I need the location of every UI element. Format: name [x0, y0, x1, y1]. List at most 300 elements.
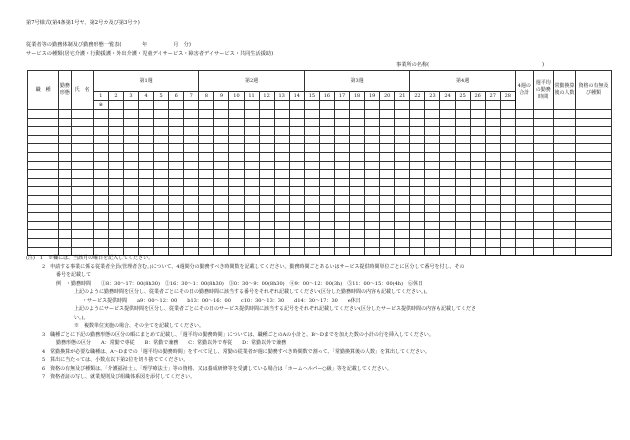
- entry-cell[interactable]: [28, 187, 59, 196]
- entry-cell[interactable]: [244, 238, 259, 247]
- entry-cell[interactable]: [485, 221, 500, 230]
- entry-cell[interactable]: [440, 230, 455, 239]
- entry-cell[interactable]: [334, 178, 349, 187]
- entry-cell[interactable]: [199, 127, 214, 136]
- entry-cell[interactable]: [500, 178, 515, 187]
- entry-cell[interactable]: [304, 178, 319, 187]
- entry-cell[interactable]: [485, 127, 500, 136]
- entry-cell[interactable]: [244, 230, 259, 239]
- entry-cell[interactable]: [515, 238, 533, 247]
- entry-cell[interactable]: [108, 238, 123, 247]
- entry-cell[interactable]: [334, 170, 349, 179]
- entry-cell[interactable]: [515, 195, 533, 204]
- entry-cell[interactable]: [154, 187, 169, 196]
- entry-cell[interactable]: [440, 178, 455, 187]
- entry-cell[interactable]: [108, 195, 123, 204]
- entry-cell[interactable]: [169, 178, 184, 187]
- entry-cell[interactable]: [59, 135, 71, 144]
- entry-cell[interactable]: [576, 187, 612, 196]
- entry-cell[interactable]: [93, 230, 108, 239]
- entry-cell[interactable]: [59, 152, 71, 161]
- entry-cell[interactable]: [485, 118, 500, 127]
- entry-cell[interactable]: [470, 187, 485, 196]
- entry-cell[interactable]: [553, 144, 575, 153]
- weekday-cell-28[interactable]: [500, 101, 515, 110]
- entry-cell[interactable]: [533, 195, 553, 204]
- entry-cell[interactable]: [244, 161, 259, 170]
- entry-cell[interactable]: [455, 204, 470, 213]
- entry-cell[interactable]: [169, 144, 184, 153]
- entry-cell[interactable]: [214, 238, 229, 247]
- entry-cell[interactable]: [515, 127, 533, 136]
- entry-cell[interactable]: [553, 118, 575, 127]
- entry-cell[interactable]: [485, 161, 500, 170]
- entry-cell[interactable]: [319, 221, 334, 230]
- entry-cell[interactable]: [108, 213, 123, 222]
- entry-cell[interactable]: [28, 118, 59, 127]
- entry-cell[interactable]: [259, 127, 274, 136]
- entry-cell[interactable]: [533, 118, 553, 127]
- entry-cell[interactable]: [440, 152, 455, 161]
- entry-cell[interactable]: [410, 135, 425, 144]
- entry-cell[interactable]: [59, 238, 71, 247]
- entry-cell[interactable]: [576, 204, 612, 213]
- weekday-cell-7[interactable]: [184, 101, 199, 110]
- entry-cell[interactable]: [304, 170, 319, 179]
- entry-cell[interactable]: [515, 187, 533, 196]
- entry-cell[interactable]: [199, 170, 214, 179]
- entry-cell[interactable]: [470, 127, 485, 136]
- entry-cell[interactable]: [229, 230, 244, 239]
- entry-cell[interactable]: [410, 127, 425, 136]
- entry-cell[interactable]: [289, 144, 304, 153]
- entry-cell[interactable]: [93, 195, 108, 204]
- entry-cell[interactable]: [576, 170, 612, 179]
- entry-cell[interactable]: [139, 230, 154, 239]
- entry-cell[interactable]: [123, 144, 138, 153]
- entry-cell[interactable]: [380, 110, 395, 119]
- entry-cell[interactable]: [440, 213, 455, 222]
- entry-cell[interactable]: [515, 170, 533, 179]
- entry-cell[interactable]: [229, 152, 244, 161]
- entry-cell[interactable]: [71, 144, 93, 153]
- entry-cell[interactable]: [289, 213, 304, 222]
- entry-cell[interactable]: [71, 178, 93, 187]
- entry-cell[interactable]: [440, 127, 455, 136]
- entry-cell[interactable]: [470, 170, 485, 179]
- entry-cell[interactable]: [139, 118, 154, 127]
- entry-cell[interactable]: [515, 152, 533, 161]
- entry-cell[interactable]: [93, 161, 108, 170]
- entry-cell[interactable]: [184, 135, 199, 144]
- entry-cell[interactable]: [485, 238, 500, 247]
- entry-cell[interactable]: [425, 161, 440, 170]
- entry-cell[interactable]: [229, 170, 244, 179]
- entry-cell[interactable]: [123, 170, 138, 179]
- entry-cell[interactable]: [71, 110, 93, 119]
- entry-cell[interactable]: [350, 144, 365, 153]
- weekday-cell-15[interactable]: [304, 101, 319, 110]
- entry-cell[interactable]: [500, 135, 515, 144]
- entry-cell[interactable]: [108, 221, 123, 230]
- entry-cell[interactable]: [553, 195, 575, 204]
- entry-cell[interactable]: [365, 135, 380, 144]
- entry-cell[interactable]: [169, 110, 184, 119]
- entry-cell[interactable]: [289, 195, 304, 204]
- entry-cell[interactable]: [500, 170, 515, 179]
- entry-cell[interactable]: [169, 238, 184, 247]
- entry-cell[interactable]: [533, 127, 553, 136]
- entry-cell[interactable]: [425, 221, 440, 230]
- entry-cell[interactable]: [533, 230, 553, 239]
- weekday-cell-8[interactable]: [199, 101, 214, 110]
- entry-cell[interactable]: [214, 230, 229, 239]
- entry-cell[interactable]: [425, 213, 440, 222]
- entry-cell[interactable]: [214, 213, 229, 222]
- entry-cell[interactable]: [485, 170, 500, 179]
- entry-cell[interactable]: [184, 144, 199, 153]
- entry-cell[interactable]: [319, 135, 334, 144]
- entry-cell[interactable]: [59, 195, 71, 204]
- entry-cell[interactable]: [28, 204, 59, 213]
- entry-cell[interactable]: [274, 135, 289, 144]
- entry-cell[interactable]: [395, 110, 410, 119]
- entry-cell[interactable]: [304, 110, 319, 119]
- entry-cell[interactable]: [199, 187, 214, 196]
- entry-cell[interactable]: [500, 195, 515, 204]
- entry-cell[interactable]: [350, 195, 365, 204]
- entry-cell[interactable]: [515, 178, 533, 187]
- entry-cell[interactable]: [470, 152, 485, 161]
- entry-cell[interactable]: [289, 127, 304, 136]
- entry-cell[interactable]: [515, 118, 533, 127]
- entry-cell[interactable]: [184, 127, 199, 136]
- entry-cell[interactable]: [500, 238, 515, 247]
- entry-cell[interactable]: [553, 204, 575, 213]
- entry-cell[interactable]: [184, 152, 199, 161]
- entry-cell[interactable]: [515, 135, 533, 144]
- entry-cell[interactable]: [93, 152, 108, 161]
- entry-cell[interactable]: [319, 144, 334, 153]
- entry-cell[interactable]: [350, 152, 365, 161]
- entry-cell[interactable]: [455, 213, 470, 222]
- entry-cell[interactable]: [410, 204, 425, 213]
- entry-cell[interactable]: [28, 127, 59, 136]
- entry-cell[interactable]: [274, 238, 289, 247]
- entry-cell[interactable]: [199, 204, 214, 213]
- entry-cell[interactable]: [139, 127, 154, 136]
- entry-cell[interactable]: [229, 144, 244, 153]
- entry-cell[interactable]: [154, 230, 169, 239]
- entry-cell[interactable]: [154, 110, 169, 119]
- entry-cell[interactable]: [28, 195, 59, 204]
- entry-cell[interactable]: [259, 195, 274, 204]
- entry-cell[interactable]: [229, 204, 244, 213]
- weekday-cell-3[interactable]: [123, 101, 138, 110]
- entry-cell[interactable]: [395, 118, 410, 127]
- entry-cell[interactable]: [108, 135, 123, 144]
- entry-cell[interactable]: [28, 161, 59, 170]
- entry-cell[interactable]: [184, 110, 199, 119]
- entry-cell[interactable]: [199, 135, 214, 144]
- entry-cell[interactable]: [274, 230, 289, 239]
- entry-cell[interactable]: [59, 144, 71, 153]
- entry-cell[interactable]: [455, 135, 470, 144]
- entry-cell[interactable]: [184, 221, 199, 230]
- entry-cell[interactable]: [214, 161, 229, 170]
- entry-cell[interactable]: [425, 178, 440, 187]
- entry-cell[interactable]: [500, 152, 515, 161]
- entry-cell[interactable]: [139, 178, 154, 187]
- weekday-cell-13[interactable]: [274, 101, 289, 110]
- entry-cell[interactable]: [485, 178, 500, 187]
- entry-cell[interactable]: [108, 161, 123, 170]
- weekday-cell-9[interactable]: [214, 101, 229, 110]
- entry-cell[interactable]: [470, 221, 485, 230]
- entry-cell[interactable]: [576, 195, 612, 204]
- entry-cell[interactable]: [59, 213, 71, 222]
- entry-cell[interactable]: [553, 230, 575, 239]
- entry-cell[interactable]: [425, 118, 440, 127]
- entry-cell[interactable]: [123, 204, 138, 213]
- entry-cell[interactable]: [515, 221, 533, 230]
- entry-cell[interactable]: [515, 144, 533, 153]
- entry-cell[interactable]: [123, 195, 138, 204]
- entry-cell[interactable]: [365, 238, 380, 247]
- entry-cell[interactable]: [350, 110, 365, 119]
- entry-cell[interactable]: [244, 221, 259, 230]
- entry-cell[interactable]: [455, 118, 470, 127]
- entry-cell[interactable]: [410, 178, 425, 187]
- weekday-cell-17[interactable]: [334, 101, 349, 110]
- entry-cell[interactable]: [455, 110, 470, 119]
- entry-cell[interactable]: [184, 238, 199, 247]
- entry-cell[interactable]: [244, 170, 259, 179]
- entry-cell[interactable]: [108, 118, 123, 127]
- entry-cell[interactable]: [28, 230, 59, 239]
- entry-cell[interactable]: [123, 187, 138, 196]
- entry-cell[interactable]: [274, 118, 289, 127]
- entry-cell[interactable]: [455, 144, 470, 153]
- entry-cell[interactable]: [59, 118, 71, 127]
- entry-cell[interactable]: [350, 187, 365, 196]
- entry-cell[interactable]: [395, 170, 410, 179]
- entry-cell[interactable]: [274, 144, 289, 153]
- weekday-cell-22[interactable]: [410, 101, 425, 110]
- entry-cell[interactable]: [214, 152, 229, 161]
- entry-cell[interactable]: [485, 152, 500, 161]
- entry-cell[interactable]: [304, 144, 319, 153]
- entry-cell[interactable]: [334, 221, 349, 230]
- entry-cell[interactable]: [425, 187, 440, 196]
- entry-cell[interactable]: [108, 230, 123, 239]
- entry-cell[interactable]: [289, 161, 304, 170]
- entry-cell[interactable]: [123, 161, 138, 170]
- entry-cell[interactable]: [395, 204, 410, 213]
- entry-cell[interactable]: [380, 118, 395, 127]
- entry-cell[interactable]: [259, 170, 274, 179]
- entry-cell[interactable]: [289, 230, 304, 239]
- entry-cell[interactable]: [350, 135, 365, 144]
- entry-cell[interactable]: [365, 178, 380, 187]
- entry-cell[interactable]: [334, 213, 349, 222]
- entry-cell[interactable]: [274, 178, 289, 187]
- entry-cell[interactable]: [395, 221, 410, 230]
- entry-cell[interactable]: [533, 144, 553, 153]
- entry-cell[interactable]: [304, 118, 319, 127]
- entry-cell[interactable]: [274, 204, 289, 213]
- entry-cell[interactable]: [533, 110, 553, 119]
- entry-cell[interactable]: [455, 127, 470, 136]
- entry-cell[interactable]: [440, 170, 455, 179]
- entry-cell[interactable]: [108, 170, 123, 179]
- entry-cell[interactable]: [319, 110, 334, 119]
- entry-cell[interactable]: [365, 127, 380, 136]
- entry-cell[interactable]: [304, 213, 319, 222]
- entry-cell[interactable]: [108, 178, 123, 187]
- entry-cell[interactable]: [334, 144, 349, 153]
- entry-cell[interactable]: [553, 161, 575, 170]
- entry-cell[interactable]: [59, 110, 71, 119]
- entry-cell[interactable]: [169, 152, 184, 161]
- entry-cell[interactable]: [28, 221, 59, 230]
- entry-cell[interactable]: [169, 213, 184, 222]
- entry-cell[interactable]: [395, 213, 410, 222]
- weekday-cell-2[interactable]: [108, 101, 123, 110]
- entry-cell[interactable]: [576, 127, 612, 136]
- entry-cell[interactable]: [425, 195, 440, 204]
- entry-cell[interactable]: [365, 152, 380, 161]
- entry-cell[interactable]: [533, 152, 553, 161]
- entry-cell[interactable]: [199, 178, 214, 187]
- entry-cell[interactable]: [184, 161, 199, 170]
- entry-cell[interactable]: [395, 187, 410, 196]
- entry-cell[interactable]: [380, 204, 395, 213]
- entry-cell[interactable]: [455, 161, 470, 170]
- entry-cell[interactable]: [533, 135, 553, 144]
- entry-cell[interactable]: [365, 213, 380, 222]
- entry-cell[interactable]: [365, 161, 380, 170]
- entry-cell[interactable]: [289, 170, 304, 179]
- entry-cell[interactable]: [123, 118, 138, 127]
- entry-cell[interactable]: [184, 187, 199, 196]
- entry-cell[interactable]: [274, 152, 289, 161]
- entry-cell[interactable]: [28, 144, 59, 153]
- entry-cell[interactable]: [410, 110, 425, 119]
- entry-cell[interactable]: [470, 110, 485, 119]
- entry-cell[interactable]: [93, 127, 108, 136]
- weekday-cell-1[interactable]: [93, 101, 108, 110]
- entry-cell[interactable]: [485, 135, 500, 144]
- weekday-cell-26[interactable]: [470, 101, 485, 110]
- entry-cell[interactable]: [395, 238, 410, 247]
- entry-cell[interactable]: [410, 161, 425, 170]
- entry-cell[interactable]: [229, 161, 244, 170]
- entry-cell[interactable]: [380, 161, 395, 170]
- entry-cell[interactable]: [71, 238, 93, 247]
- entry-cell[interactable]: [199, 238, 214, 247]
- entry-cell[interactable]: [154, 118, 169, 127]
- entry-cell[interactable]: [123, 213, 138, 222]
- entry-cell[interactable]: [319, 230, 334, 239]
- entry-cell[interactable]: [485, 230, 500, 239]
- entry-cell[interactable]: [553, 127, 575, 136]
- entry-cell[interactable]: [244, 178, 259, 187]
- entry-cell[interactable]: [199, 195, 214, 204]
- entry-cell[interactable]: [289, 152, 304, 161]
- entry-cell[interactable]: [395, 161, 410, 170]
- weekday-cell-20[interactable]: [380, 101, 395, 110]
- entry-cell[interactable]: [229, 221, 244, 230]
- entry-cell[interactable]: [380, 127, 395, 136]
- entry-cell[interactable]: [59, 187, 71, 196]
- entry-cell[interactable]: [334, 110, 349, 119]
- weekday-cell-19[interactable]: [365, 101, 380, 110]
- entry-cell[interactable]: [365, 230, 380, 239]
- entry-cell[interactable]: [304, 230, 319, 239]
- entry-cell[interactable]: [154, 204, 169, 213]
- entry-cell[interactable]: [334, 152, 349, 161]
- entry-cell[interactable]: [304, 221, 319, 230]
- entry-cell[interactable]: [214, 204, 229, 213]
- entry-cell[interactable]: [93, 213, 108, 222]
- entry-cell[interactable]: [199, 110, 214, 119]
- entry-cell[interactable]: [380, 152, 395, 161]
- entry-cell[interactable]: [395, 127, 410, 136]
- entry-cell[interactable]: [59, 161, 71, 170]
- entry-cell[interactable]: [350, 230, 365, 239]
- entry-cell[interactable]: [380, 135, 395, 144]
- entry-cell[interactable]: [380, 187, 395, 196]
- entry-cell[interactable]: [455, 187, 470, 196]
- entry-cell[interactable]: [123, 110, 138, 119]
- entry-cell[interactable]: [71, 161, 93, 170]
- entry-cell[interactable]: [93, 221, 108, 230]
- entry-cell[interactable]: [108, 110, 123, 119]
- entry-cell[interactable]: [440, 187, 455, 196]
- entry-cell[interactable]: [184, 170, 199, 179]
- entry-cell[interactable]: [154, 195, 169, 204]
- entry-cell[interactable]: [576, 213, 612, 222]
- entry-cell[interactable]: [395, 152, 410, 161]
- entry-cell[interactable]: [533, 238, 553, 247]
- entry-cell[interactable]: [455, 170, 470, 179]
- entry-cell[interactable]: [533, 187, 553, 196]
- entry-cell[interactable]: [485, 187, 500, 196]
- entry-cell[interactable]: [154, 178, 169, 187]
- entry-cell[interactable]: [59, 127, 71, 136]
- entry-cell[interactable]: [380, 195, 395, 204]
- entry-cell[interactable]: [410, 187, 425, 196]
- entry-cell[interactable]: [274, 213, 289, 222]
- entry-cell[interactable]: [28, 213, 59, 222]
- entry-cell[interactable]: [470, 213, 485, 222]
- entry-cell[interactable]: [28, 238, 59, 247]
- entry-cell[interactable]: [244, 187, 259, 196]
- entry-cell[interactable]: [500, 144, 515, 153]
- entry-cell[interactable]: [259, 161, 274, 170]
- entry-cell[interactable]: [365, 204, 380, 213]
- entry-cell[interactable]: [214, 187, 229, 196]
- entry-cell[interactable]: [244, 152, 259, 161]
- entry-cell[interactable]: [214, 110, 229, 119]
- entry-cell[interactable]: [440, 204, 455, 213]
- entry-cell[interactable]: [229, 187, 244, 196]
- entry-cell[interactable]: [425, 204, 440, 213]
- entry-cell[interactable]: [553, 110, 575, 119]
- entry-cell[interactable]: [350, 204, 365, 213]
- entry-cell[interactable]: [259, 135, 274, 144]
